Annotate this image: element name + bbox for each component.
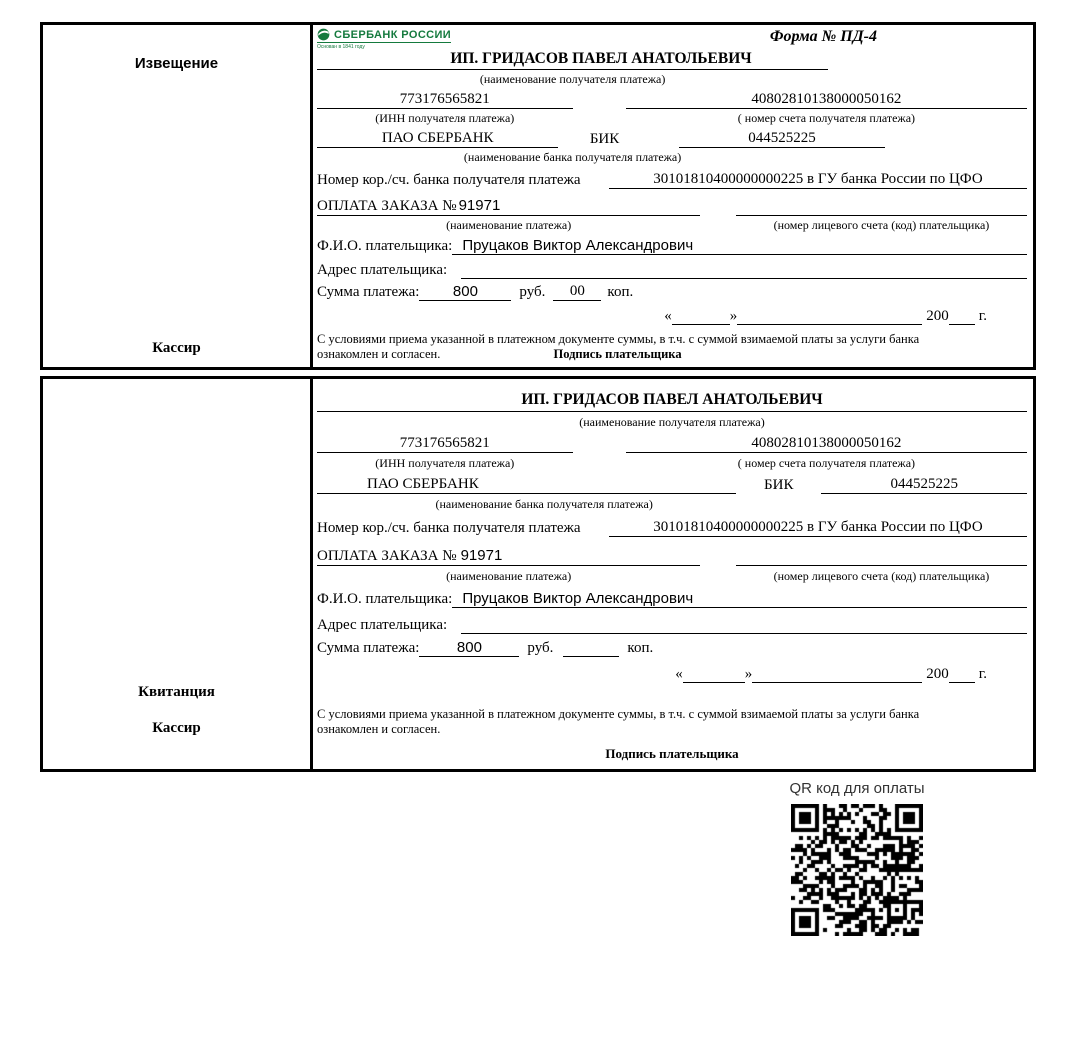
sberbank-tagline: Основан в 1841 году [317, 44, 365, 50]
account-caption: ( номер счета получателя платежа) [737, 456, 916, 471]
payment-label: ОПЛАТА ЗАКАЗА № [317, 547, 457, 564]
sberbank-brand-text: СБЕРБАНК РОССИИ [334, 28, 452, 41]
cashier-label-2: Кассир [152, 720, 201, 736]
payer-address-line [461, 259, 1027, 279]
signature-label: Подпись плательщика [605, 746, 739, 761]
date-quote-open: « [664, 307, 672, 324]
inn-caption: (ИНН получателя платежа) [375, 111, 515, 126]
bank-caption: (наименование банка получателя платежа) [463, 150, 682, 165]
sum-value: 800 [419, 639, 519, 657]
sum-label: Сумма платежа: [317, 283, 420, 300]
receipt-section [40, 376, 1036, 772]
date-year-suffix: г. [978, 307, 987, 324]
rub-label: руб. [519, 283, 546, 300]
notice-section [40, 22, 1036, 370]
payee-name: ИП. ГРИДАСОВ ПАВЕЛ АНАТОЛЬЕВИЧ [450, 50, 752, 67]
qr-code [791, 804, 923, 936]
account-caption: ( номер счета получателя платежа) [737, 111, 916, 126]
receipt-form [313, 379, 1033, 769]
personal-account-line [736, 195, 1027, 216]
terms-line1: С условиями приема указанной в платежном документе суммы, в т.ч. с суммой взимаемой платы за услуги банка [317, 331, 920, 346]
bik-value: 044525225 [821, 476, 1027, 494]
inn-caption: (ИНН получателя платежа) [375, 456, 515, 471]
sum-value: 800 [419, 283, 511, 301]
qr-block [772, 780, 942, 941]
sberbank-logo [317, 28, 451, 50]
date-year-line [949, 665, 975, 683]
terms-line1: С условиями приема указанной в платежном документе суммы, в т.ч. с суммой взимаемой платы за услуги банка [317, 706, 920, 721]
notice-side-column [43, 25, 313, 367]
account-value: 40802810138000050162 [626, 435, 1027, 453]
date-day-line [672, 307, 730, 325]
receipt-label: Квитанция [138, 684, 215, 700]
order-number: 91971 [460, 546, 503, 564]
date-quote-close: » [744, 665, 753, 682]
date-line [317, 665, 1027, 683]
payee-name: ИП. ГРИДАСОВ ПАВЕЛ АНАТОЛЬЕВИЧ [521, 391, 823, 408]
inn-value: 773176565821 [317, 435, 573, 453]
date-year-prefix: 200 [926, 307, 949, 324]
date-line [317, 307, 1027, 325]
kop-label: коп. [627, 639, 654, 656]
terms-text [317, 332, 1027, 363]
sum-label: Сумма платежа: [317, 639, 420, 656]
payer-name-value: Пруцаков Виктор Александрович [452, 237, 1027, 255]
kop-label: коп. [607, 283, 634, 300]
payee-name-line [317, 68, 828, 70]
terms-text [317, 707, 1027, 738]
bik-value: 044525225 [679, 130, 885, 148]
corr-value: 30101810400000000225 в ГУ банка России по ЦФО [609, 171, 1027, 189]
account-value: 40802810138000050162 [626, 91, 1027, 109]
payee-name-line [317, 409, 1027, 412]
bik-label: БИК [764, 477, 794, 494]
payer-address-label: Адрес плательщика: [317, 616, 448, 633]
personal-account-caption: (номер лицевого счета (код) плательщика) [773, 217, 990, 232]
sberbank-icon [317, 28, 330, 41]
payment-caption: (наименование платежа) [446, 568, 572, 583]
payment-name [317, 197, 700, 216]
bank-caption: (наименование банка получателя платежа) [435, 497, 653, 512]
notice-label: Извещение [134, 55, 219, 72]
payee-caption: (наименование получателя платежа) [579, 415, 765, 429]
signature-label: Подпись плательщика [553, 347, 682, 362]
corr-value: 30101810400000000225 в ГУ банка России по ЦФО [609, 519, 1027, 537]
cashier-label: Кассир [152, 340, 201, 356]
payer-address-line [461, 614, 1027, 634]
date-year-line [949, 307, 975, 325]
payer-address-label: Адрес плательщика: [317, 261, 448, 278]
personal-account-line [736, 545, 1027, 566]
rub-label: руб. [527, 639, 554, 656]
inn-value: 773176565821 [317, 91, 573, 109]
payer-name-label: Ф.И.О. плательщика: [317, 590, 453, 607]
bank-name: ПАО СБЕРБАНК [317, 476, 736, 494]
date-month-line [737, 307, 922, 325]
date-month-line [752, 665, 922, 683]
date-year-prefix: 200 [926, 665, 949, 682]
date-quote-open: « [675, 665, 683, 682]
notice-form [313, 25, 1033, 367]
kop-value: 00 [553, 283, 601, 301]
bank-name: ПАО СБЕРБАНК [317, 130, 558, 148]
form-number: Форма № ПД-4 [769, 28, 877, 45]
terms-line2: ознакомлен и согласен. [317, 347, 441, 362]
terms-line2: ознакомлен и согласен. [317, 722, 441, 737]
terms-line2-row [317, 347, 1027, 363]
corr-label: Номер кор./сч. банка получателя платежа [317, 519, 581, 536]
receipt-side-column [43, 379, 313, 769]
corr-label: Номер кор./сч. банка получателя платежа [317, 171, 581, 188]
date-quote-close: » [729, 307, 738, 324]
payment-name [317, 547, 700, 566]
bik-label: БИК [589, 131, 620, 148]
personal-account-caption: (номер лицевого счета (код) плательщика) [773, 568, 990, 583]
date-day-line [683, 665, 745, 683]
payment-caption: (наименование платежа) [446, 217, 572, 232]
order-number: 91971 [458, 196, 501, 214]
payment-label: ОПЛАТА ЗАКАЗА № [317, 197, 457, 214]
kop-value [563, 656, 619, 657]
date-year-suffix: г. [978, 665, 987, 682]
payer-name-value: Пруцаков Виктор Александрович [452, 590, 1027, 608]
qr-label: QR код для оплаты [789, 780, 925, 797]
payer-name-label: Ф.И.О. плательщика: [317, 237, 453, 254]
payee-caption: (наименование получателя платежа) [479, 72, 666, 86]
